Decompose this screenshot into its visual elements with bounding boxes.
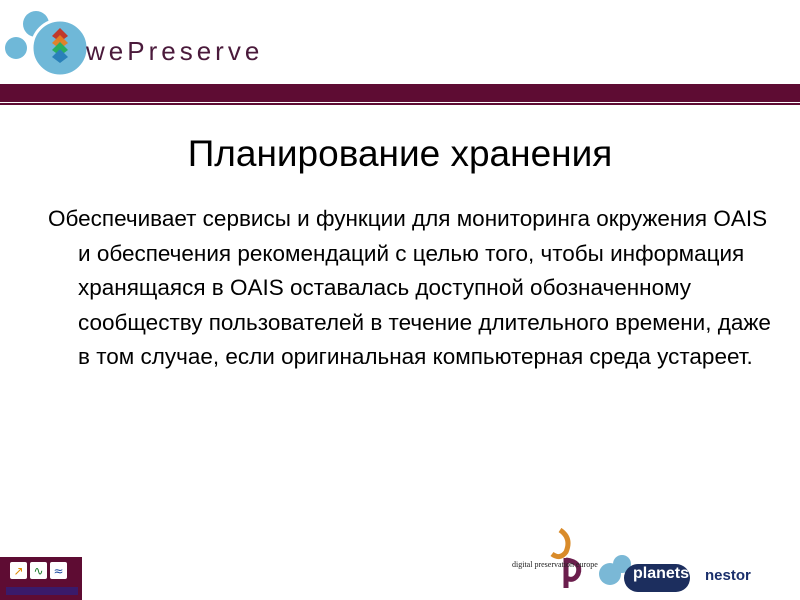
footer-logo-caption xyxy=(6,587,78,595)
slide-title: Планирование хранения xyxy=(187,133,613,174)
planets-label: planets xyxy=(633,565,690,582)
footer-logo-left xyxy=(0,557,82,600)
dpe-label: digital preservation europe xyxy=(512,560,598,569)
nestor-label: nestor xyxy=(705,567,751,584)
wepreserve-logo-icon xyxy=(0,0,100,90)
chart-icon: ∿ xyxy=(30,562,47,579)
arrow-icon: ↗ xyxy=(10,562,27,579)
wave-icon: ≈ xyxy=(50,562,67,579)
header-bar xyxy=(0,84,800,102)
header xyxy=(0,0,800,106)
header-line xyxy=(0,103,800,105)
brand-name: wePreserve xyxy=(86,36,264,66)
slide-body: Обеспечивает сервисы и функции для мониторинга окружения OAIS и обеспечения рекомендаций с целью того, чтобы информация хранящаяся в OAIS оставалась доступной обозначенному сообществу пользователей в течение длительного времени, даже в том случае, если оригинальная компьютерная среда устареет. xyxy=(48,206,771,369)
